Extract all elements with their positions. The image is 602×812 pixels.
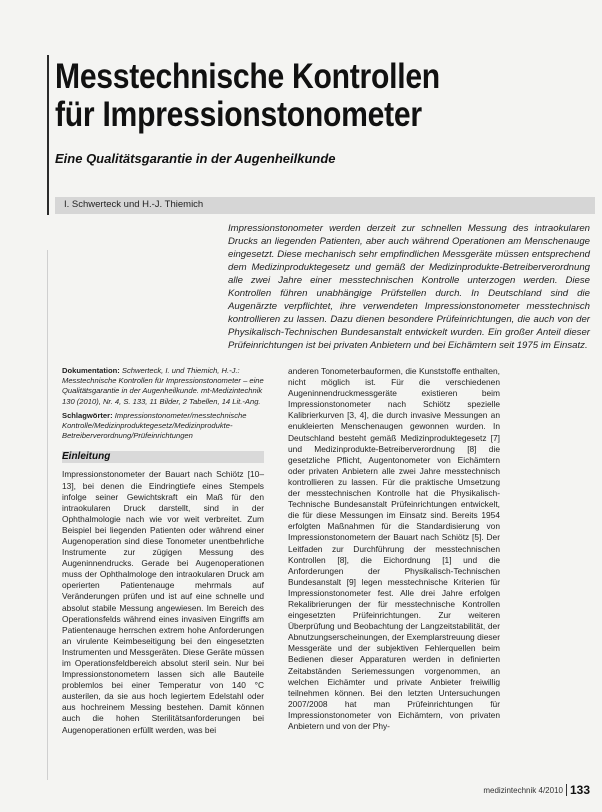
keywords-label: Schlagwörter: <box>62 410 113 420</box>
right-column-text: anderen Tonometerbauformen, die Kunststoffe enthalten, nicht möglich ist. Für die verschiedenen Augeninnendruckmessgeräte existieren beim Impressionstonometer nach Schiötz spezielle Kalibrierkurven [3, 4], die durch invasive Messungen an enukleierten Menschenaugen gewonnen wurden. In Deutschland besteht gemäß Medizinproduktegesetz [7] und Medizinprodukte-Betreiberverordnung [8] die gesetzliche Pflicht, Augentonometer von Eichämtern oder privaten Anbietern alle zwei Jahre messtechnisch kontrollieren zu lassen. Für die praktische Umsetzung der messtechnischen Kontrolle hat die Physikalisch-Technische Bundesanstalt Prüfeinrichtungen entwickelt, die für diese Messungen im Einsatz sind. Bereits 1954 erfolgten Maßnahmen für die Standardisierung von Impressionstonometern der Bauart nach Schiötz [5]. Der Leitfaden zur Durchführung der messtechnischen Kontrollen [8], die Eichordnung [1] und die Anforderungen der Physikalisch-Technischen Bundesanstalt [9] legen messtechnische Kriterien für Impressionstonometer fest. Alle drei Jahre erfolgen Rekalibrierungen der für messtechnische Kontrollen eingesetzten Prüfeinrichtungen. Zur weiteren Überprüfung und Beobachtung der Langzeitstabilität, der Abnutzungserscheinungen, der Exemplarstreuung dieser Messgeräte und der subjektiven Fehlerquellen beim Bedienen dieser Apparaturen werden in definierten Zeitabständen Seriemessungen vorgenommen, an welchen Eichämter und private Anbieter freiwillig teilnehmen können. Bei den letzten Untersuchungen 2007/2008 hat man Prüfeinrichtungen für Impressionstonometer von Eichämtern, von privaten Anbietern und von der Phy- <box>288 366 500 731</box>
title-rule <box>47 55 49 215</box>
section-heading-bar <box>62 451 264 463</box>
page-number: 133 <box>569 783 590 797</box>
article-title-line-2: für Impressionstonometer <box>55 95 422 134</box>
documentation-text: Schwerteck, I. und Thiemich, H.-J.: Messtechnische Kontrollen für Impressionstonometer – eine Qualitätsgarantie in der Augenheilkunde. mt-Medizintechnik 130 (2010), Nr. 4, S. 133, 11 Bilder, 2 Tabellen, 14 Lit.-Ang. <box>62 366 264 406</box>
article-subtitle: Eine Qualitätsgarantie in der Augenheilkunde <box>55 151 336 166</box>
intro-text: Impressionstonometer der Bauart nach Schiötz [10–13], bei denen die Eindringtiefe eines Stempels infolge seiner Gewichtskraft ein Maß für den intraokularen Druck darstellt, sind in der Ophthalmologie nach wie vor weit verbreitet. Zum Beispiel bei liegenden Patienten oder während einer Augenoperation sind diese Tonometer unentbehrliche Instrumente zur zügigen Messung des Augeninnendrucks. Gerade bei Augenoperationen muss der Ophthalmologe den intraokularen Druck am operierten Patientenauge mehrmals auf Veränderungen prüfen und ist auf eine schnelle und absolut stabile Messung angewiesen. Im Bereich des Operationsfelds während eines invasiven Eingriffs am Patientenauge herrschen extrem hohe Anforderungen an virulente Keimbeseitigung bei den eingesetzten Instrumenten und Messgeräten. Diese Geräte müssen im Operationsfeldbereich absolut steril sein. Nur bei Impressionstonometern lassen sich alle Bauteile problemlos bei einer Temperatur von 140 °C austerilen, da sie aus hoch legiertem Edelstahl oder aus hochreinem Messing bestehen. Damit können auch die hohen Sterilitätsanforderungen bei Augenoperationen erfüllt werden, was bei <box>62 469 264 735</box>
section-heading: Einleitung <box>62 451 111 463</box>
left-column <box>62 366 264 736</box>
column-rule <box>47 250 48 780</box>
page-footer <box>483 783 590 797</box>
journal-name: medizintechnik 4/2010 <box>483 785 563 795</box>
documentation-block <box>62 366 264 407</box>
article-authors: I. Schwerteck und H.-J. Thiemich <box>64 199 204 210</box>
right-column <box>288 366 500 732</box>
footer-separator <box>566 784 567 796</box>
keywords-block <box>62 411 264 442</box>
article-abstract: Impressionstonometer werden derzeit zur schnellen Messung des intraokularen Drucks an liegenden Patienten, aber auch während Operationen am Menschenauge eingesetzt. Diese mechanisch sehr empfindlichen Messgeräte müssen entsprechend dem Medizinproduktegesetz und gemäß der Medizinprodukte-Betreiberverordnung alle zwei Jahre einer messtechnischen Kontrolle unterzogen werden. Diese Kontrollen führen unabhängige Prüfstellen durch. In Deutschland sind die Augenärzte verpflichtet, ihre verwendeten Impressionstonometer messtechnisch kontrollieren zu lassen. Dazu dienen besondere Prüfeinrichtungen, die auch von der Physikalisch-Technischen Bundesanstalt entwickelt wurden. Ein großer Anteil dieser Prüfeinrichtungen ist bei privaten Anbietern und bei Eichämtern seit 1975 im Einsatz. <box>228 223 590 351</box>
keywords-text: Impressionstonometer/messtechnische Kontrolle/Medizinproduktegesetz/Medizinprodukte-Betreiberverordnung/Prüfeinrichtungen <box>62 410 247 441</box>
documentation-label: Dokumentation: <box>62 366 120 375</box>
article-title-line-1: Messtechnische Kontrollen <box>55 57 440 96</box>
article-title <box>55 58 502 134</box>
